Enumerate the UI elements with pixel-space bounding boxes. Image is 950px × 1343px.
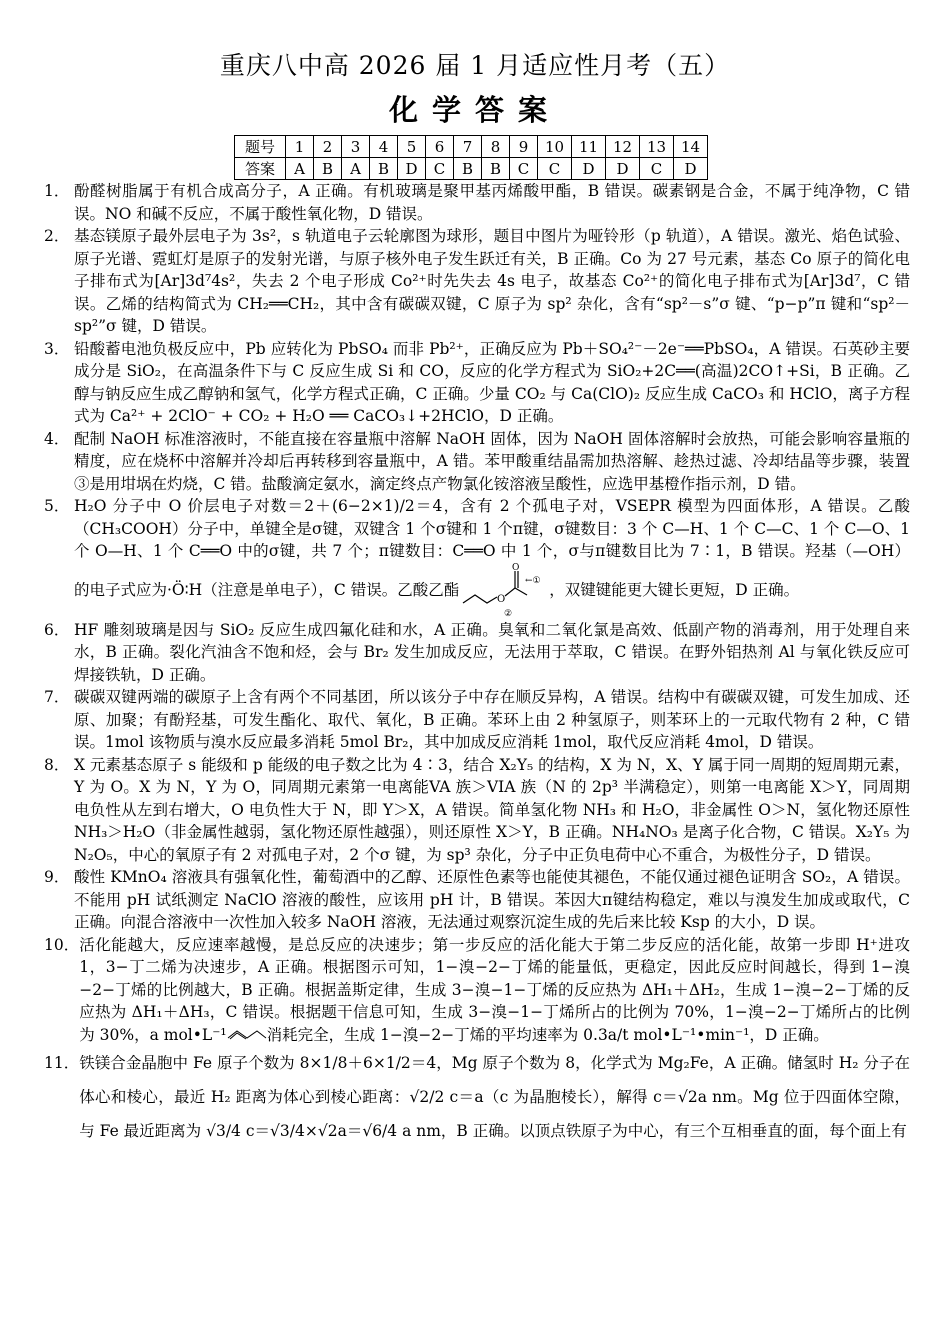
answer-table-number: 6 xyxy=(426,136,454,158)
answer-table-number: 13 xyxy=(640,136,674,158)
answer-table-number: 1 xyxy=(286,136,314,158)
question-9 xyxy=(44,866,910,934)
answer-table-number: 9 xyxy=(510,136,538,158)
question-number: 2． xyxy=(44,227,70,245)
svg-text:O: O xyxy=(512,562,520,573)
question-number: 10． xyxy=(44,935,80,954)
answer-table-number: 14 xyxy=(674,136,708,158)
question-text xyxy=(79,934,910,1047)
question-text: 酸性 KMnO₄ 溶液具有强氧化性，葡萄酒中的乙醇、还原性色素等也能使其褪色，不能仅通过褪色证明含 SO₂，A 错误。不能用 pH 试纸测定 NaClO 溶液的酸性，应该用 pH 计，B 错误。苯因大π键结构稳定，难以与溴发生加成或取代，C 正确。向混合溶液中一次性加入较多 NaOH 溶液，无法通过观察沉淀生成的先后来比较 Ksp 的大小，D 误。 xyxy=(74,868,910,931)
question-5 xyxy=(44,495,910,619)
answer-table-answer: C xyxy=(538,158,572,180)
question-1 xyxy=(44,180,910,225)
answer-table-number: 4 xyxy=(370,136,398,158)
question-text-part: 活化能越大，反应速率越慢，是总反应的决速步；第一步反应的活化能大于第二步反应的活化能，故第一步即 H⁺进攻 1，3−丁二烯为决速步，A 正确。根据图示可知，1−溴−2−丁烯的能量低，更稳定，因此反应时间越长，得到 1−溴−2−丁烯的比例越大，B 正确。根据盖斯定律，生成 3−溴−1−丁烯的反应热为 ΔH₁＋ΔH₂，生成 1−溴−2−丁烯的反应热为 ΔH₁＋ΔH₃，C 错误。根据题干信息可知，生成 3−溴−1−丁烯所占的比例为 70%，1−溴−2−丁烯所占的比例为 30%，a mol•L⁻¹ xyxy=(79,935,910,1044)
answer-table-answer-row xyxy=(235,158,708,180)
answer-table-number: 5 xyxy=(398,136,426,158)
answer-table-answer: B xyxy=(482,158,510,180)
answer-table-number: 12 xyxy=(606,136,640,158)
answer-table-answer: B xyxy=(454,158,482,180)
svg-text:②: ② xyxy=(504,608,513,619)
question-text: 铁镁合金晶胞中 Fe 原子个数为 8×1/8＋6×1/2＝4，Mg 原子个数为 8，化学式为 Mg₂Fe，A 正确。储氢时 H₂ 分子在体心和棱心，最近 H₂ 距离为体心到棱心距离：√2/2 c＝a（c 为晶胞棱长），解得 c＝√2a nm。Mg 位于四面体空隙，与 Fe 最近距离为 √3/4 c＝√3/4×√2a＝√6/4 a nm，B 正确。以顶点铁原子为中心，有三个互相垂直的面，每个面上有 xyxy=(79,1054,910,1140)
question-4 xyxy=(44,428,910,496)
answer-table-number: 11 xyxy=(572,136,606,158)
answer-table-answer: A xyxy=(342,158,370,180)
answer-table-row-label: 题号 xyxy=(235,136,286,158)
question-3 xyxy=(44,338,910,428)
question-number: 4． xyxy=(44,429,70,448)
answer-table-number: 10 xyxy=(538,136,572,158)
answer-table-row-label: 答案 xyxy=(235,158,286,180)
question-number: 8． xyxy=(44,755,70,774)
answer-table-number: 2 xyxy=(314,136,342,158)
answer-table-answer: B xyxy=(314,158,342,180)
question-text: X 元素基态原子 s 能级和 p 能级的电子数之比为 4∶3，结合 X₂Y₅ 的结构，X 为 N，X、Y 属于同一周期的短周期元素，Y 为 O。X 为 N，Y 为 O，同周期元素第一电离能VA 族＞VIA 族（N 的 2p³ 半满稳定），则第一电离能 X＞Y，同周期电负性从左到右增大，O 电负性大于 N，即 Y＞X，A 错误。简单氢化物 NH₃ 和 H₂O，非金属性 O＞N，氢化物还原性 NH₃＞H₂O（非金属性越弱，氢化物还原性越强），则还原性 X＞Y，B 正确。NH₄NO₃ 是离子化合物，C 错误。X₂Y₅ 为 N₂O₅，中心的氧原子有 2 对孤电子对，2 个σ 键，为 sp³ 杂化，分子中正负电荷中心不重合，为极性分子，D 错误。 xyxy=(74,755,910,864)
answer-explanations xyxy=(44,180,910,1148)
ethyl-acetate-structure xyxy=(459,563,549,619)
question-number: 6． xyxy=(44,620,70,639)
question-text-part: H₂O 分子中 O 价层电子对数＝2＋(6−2×1)/2＝4，含有 2 个孤电子对，VSEPR 模型为四面体形，A 错误。乙酸（CH₃COOH）分子中，单键全是σ键，双键含 1 个σ键和 1 个π键，σ键数目：3 个 C—H、1 个 C—C、1 个 C—O、1 个 O—H、1 个 C══O 中的σ键，共 7 个；π键数目：C══O 中 1 个，σ与π键数目比为 7∶1，B 错误。羟基（—OH）的电子式应为·Ö∶H（注意是单电子），C 错误。乙酸乙酯 xyxy=(74,497,910,599)
question-text xyxy=(74,495,910,619)
question-text: 酚醛树脂属于有机合成高分子，A 正确。有机玻璃是聚甲基丙烯酸甲酯，B 错误。碳素钢是合金，不属于纯净物，C 错误。NO 和碱不反应，不属于酸性氧化物，D 错误。 xyxy=(74,182,910,223)
question-2 xyxy=(44,225,910,338)
answer-table-number: 7 xyxy=(454,136,482,158)
question-8 xyxy=(44,754,910,867)
question-text: 铅酸蓄电池负极反应中，Pb 应转化为 PbSO₄ 而非 Pb²⁺，正确反应为 Pb＋SO₄²⁻－2e⁻══PbSO₄，A 错误。石英砂主要成分是 SiO₂，在高温条件下与 C 反应生成 Si 和 CO，反应的化学方程式为 SiO₂+2C══(高温)2CO↑+Si，B 正确。乙醇与钠反应生成乙醇钠和氢气，化学方程式正确，C 正确。少量 CO₂ 与 Ca(ClO)₂ 反应生成 CaCO₃ 和 HClO，离子方程式为 Ca²⁺ + 2ClO⁻ + CO₂ + H₂O ══ CaCO₃↓+2HClO，D 正确。 xyxy=(74,339,910,425)
page-title: 重庆八中高 2026 届 1 月适应性月考（五） xyxy=(219,51,731,80)
answer-table-number-row xyxy=(235,136,708,158)
question-7 xyxy=(44,686,910,754)
answer-table-answer: D xyxy=(398,158,426,180)
question-text: 碳碳双键两端的碳原子上含有两个不同基团，所以该分子中存在顺反异构，A 错误。结构中有碳碳双键，可发生加成、还原、加聚；有酚羟基，可发生酯化、取代、氧化，B 正确。苯环上由 2 种氢原子，则苯环上的一元取代物有 2 种，C 错误。1mol 该物质与溴水反应最多消耗 5mol Br₂，其中加成反应消耗 1mol，取代反应消耗 4mol，D 错误。 xyxy=(74,688,910,751)
answer-table-answer: D xyxy=(606,158,640,180)
question-number: 1． xyxy=(44,182,70,200)
question-text: 基态镁原子最外层电子为 3s²，s 轨道电子云轮廓图为球形，题目中图片为哑铃形（p 轨道），A 错误。激光、焰色试验、原子光谱、霓虹灯是原子的发射光谱，与原子核外电子发生跃迁有关，B 正确。Co 为 27 号元素，基态 Co 原子的简化电子排布式为[Ar]3d⁷4s²，失去 2 个电子形成 Co²⁺时先失去 4s 电子，故基态 Co²⁺的简化电子排布式为[Ar]3d⁷，C 错误。乙烯的结构简式为 CH₂══CH₂，其中含有碳碳双键，C 原子为 sp² 杂化，含有“sp²－s”σ 键、“p−p”π 键和“sp²－sp²”σ 键，D 错误。 xyxy=(74,227,910,335)
question-number: 11． xyxy=(44,1054,80,1072)
answer-table-answer: D xyxy=(674,158,708,180)
question-6 xyxy=(44,619,910,687)
question-text: HF 雕刻玻璃是因与 SiO₂ 反应生成四氟化硅和水，A 正确。臭氧和二氧化氯是高效、低副产物的消毒剂，用于处理自来水，B 正确。裂化汽油含不饱和烃，会与 Br₂ 发生加成反应，无法用于萃取，C 错误。在野外铝热剂 Al 与氧化铁反应可焊接铁轨，D 正确。 xyxy=(74,620,910,684)
question-number: 9． xyxy=(44,868,70,886)
svg-text:←①: ←① xyxy=(525,575,541,586)
question-10 xyxy=(44,934,910,1047)
answer-table-number: 3 xyxy=(342,136,370,158)
svg-text:O: O xyxy=(497,593,506,605)
question-number: 7． xyxy=(44,688,70,706)
answer-table-answer: C xyxy=(510,158,538,180)
answer-table-number: 8 xyxy=(482,136,510,158)
answer-table-answer: C xyxy=(426,158,454,180)
question-text-part: ，双键键能更大键长更短，D 正确。 xyxy=(549,580,800,599)
question-text-part: 消耗完全，生成 1−溴−2−丁烯的平均速率为 0.3a/t mol•L⁻¹•min⁻¹，D 正确。 xyxy=(266,1025,829,1044)
question-text: 配制 NaOH 标准溶液时，不能直接在容量瓶中溶解 NaOH 固体，因为 NaOH 固体溶解时会放热，可能会影响容量瓶的精度，应在烧杯中溶解并冷却后再转移到容量瓶中，A 错。苯甲酸重结晶需加热溶解、趁热过滤、冷却结晶等步骤，装置③是用坩埚在灼烧，C 错。盐酸滴定氨水，滴定终点产物氯化铵溶液呈酸性，应选甲基橙作指示剂，D 错。 xyxy=(74,429,910,493)
answer-table xyxy=(234,135,708,180)
question-number: 3． xyxy=(44,339,70,358)
question-11 xyxy=(44,1046,910,1148)
answer-table-answer: C xyxy=(640,158,674,180)
answer-table-answer: B xyxy=(370,158,398,180)
butadiene-structure xyxy=(227,1028,267,1040)
answer-table-answer: A xyxy=(286,158,314,180)
page-subtitle: 化学答案 xyxy=(388,93,561,127)
question-number: 5． xyxy=(44,497,70,515)
answer-table-answer: D xyxy=(572,158,606,180)
